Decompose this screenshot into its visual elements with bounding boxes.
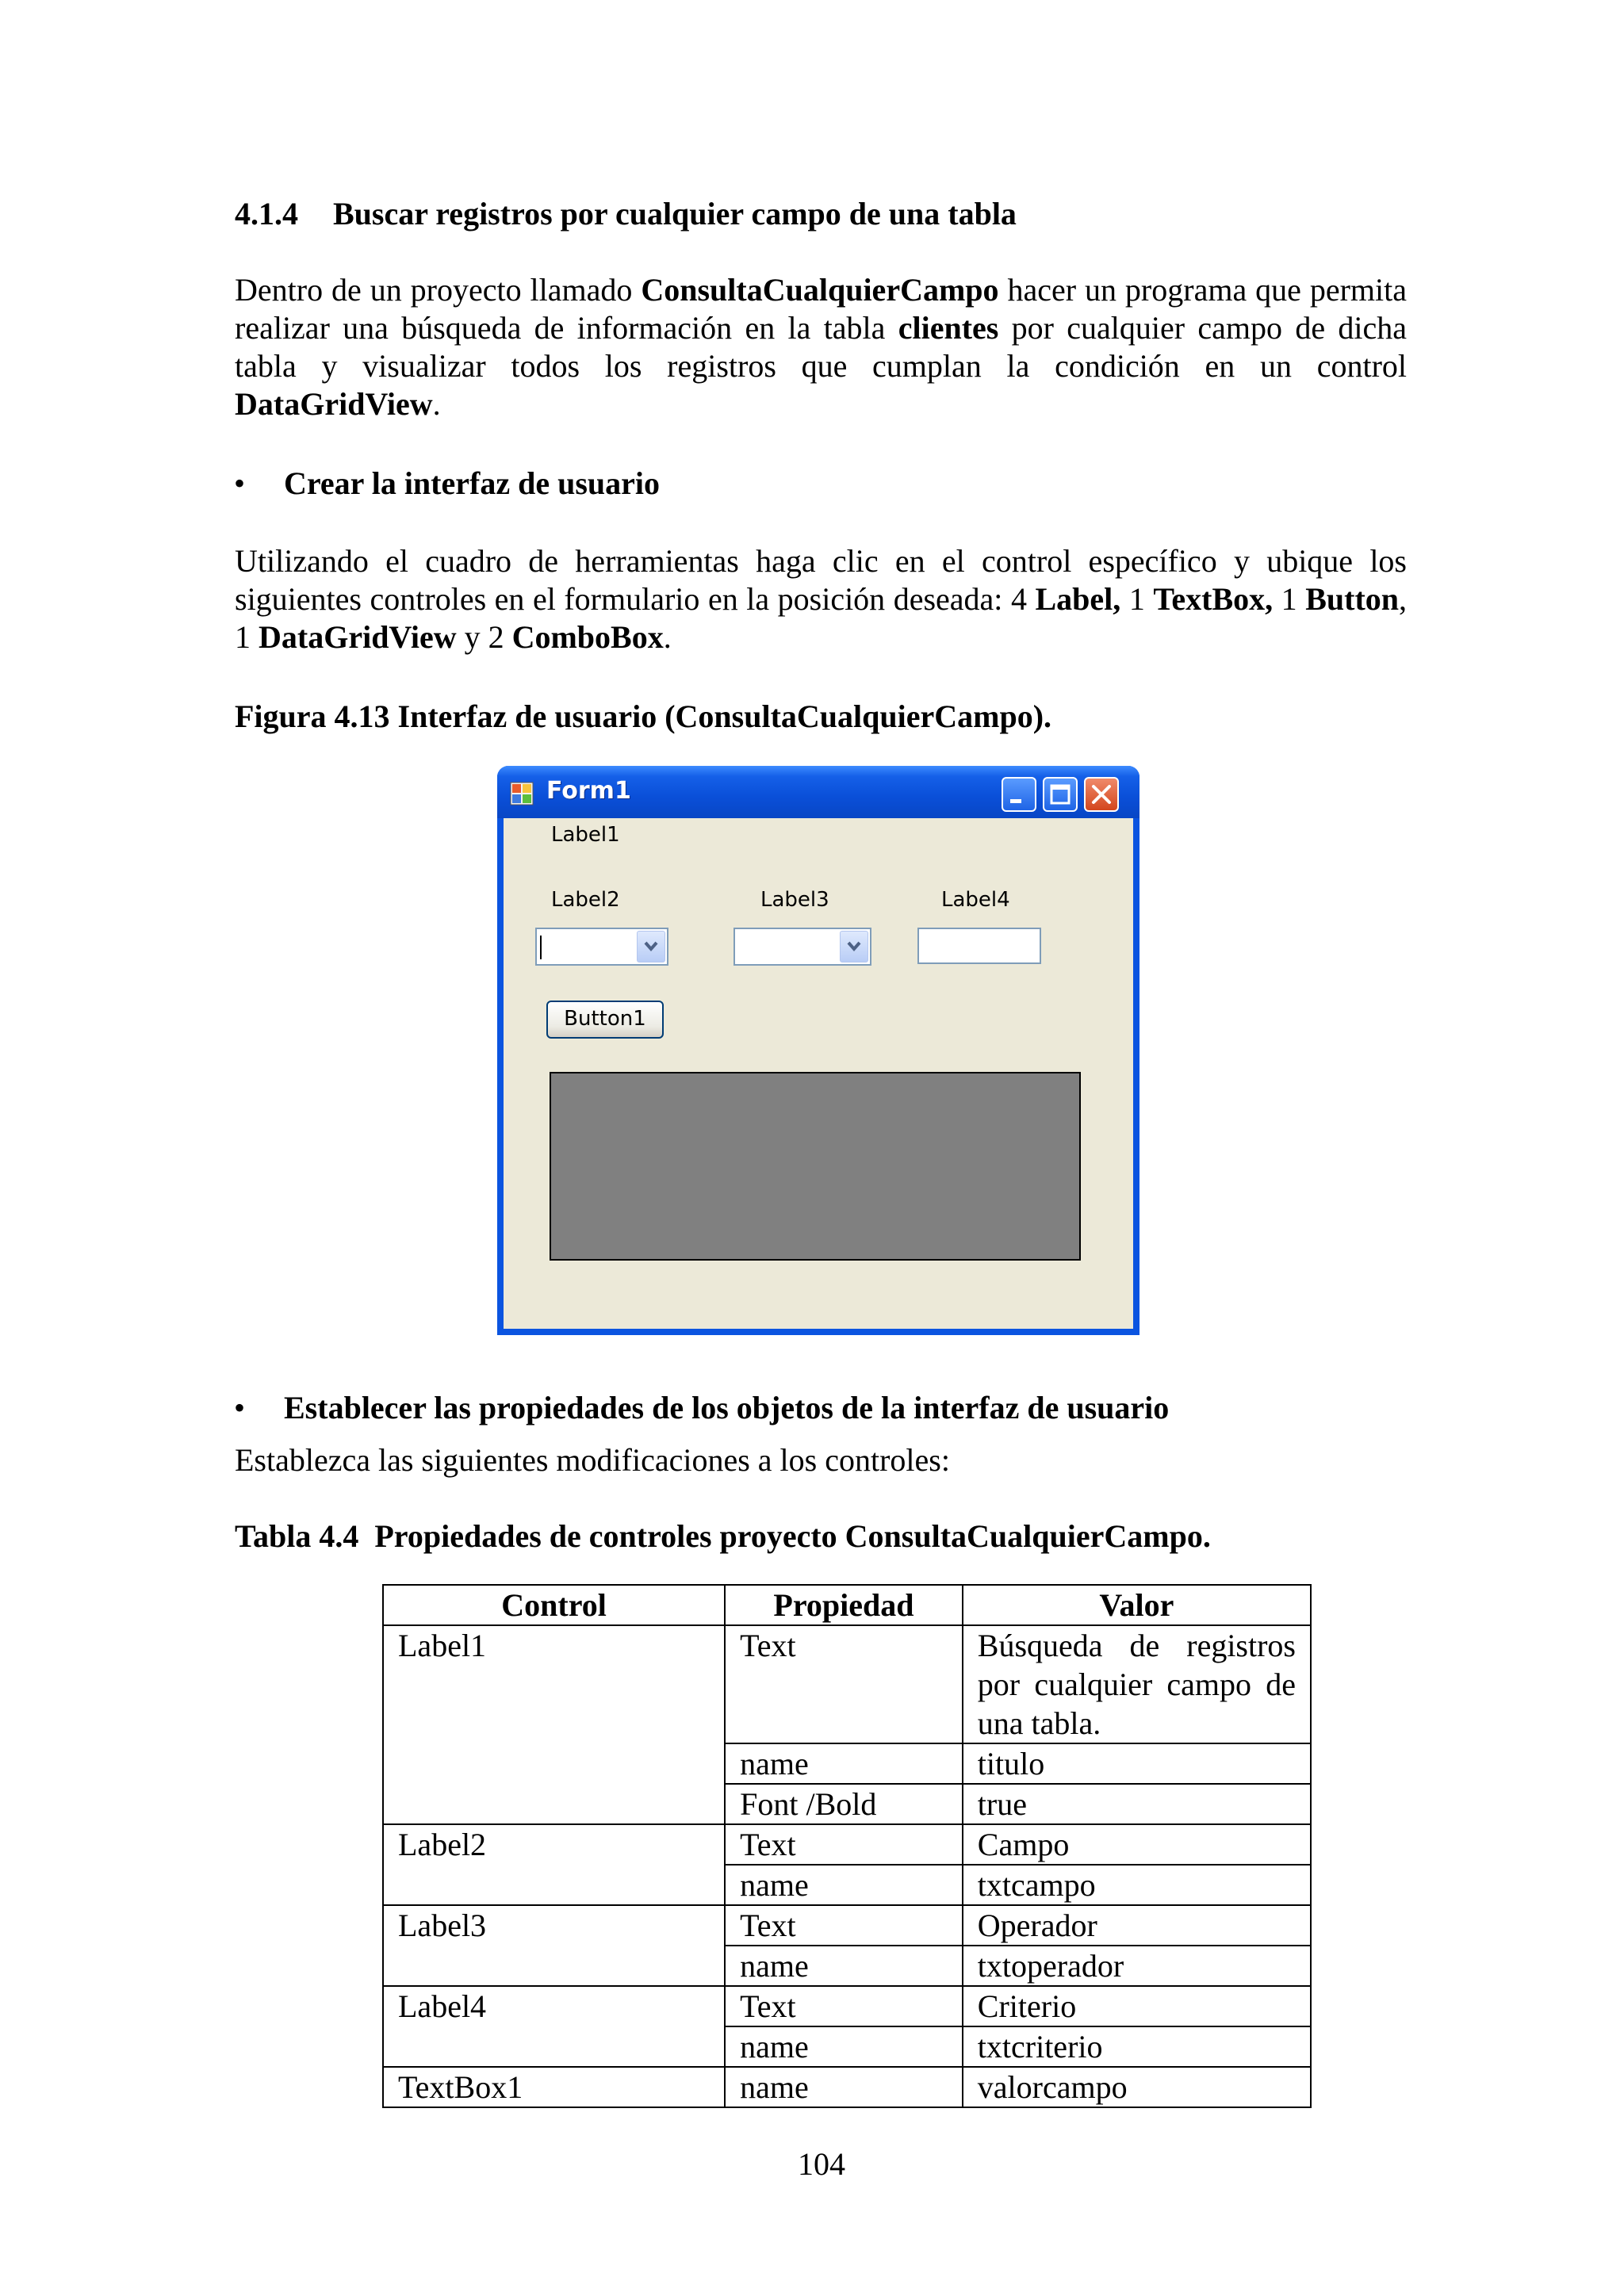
table-row <box>383 1625 1311 1743</box>
bullet-dot: • <box>234 465 246 501</box>
bullet1-text: Crear la interfaz de usuario <box>284 465 661 501</box>
cell-control <box>383 2026 725 2067</box>
control-name: DataGridView <box>235 386 433 422</box>
bullet-dot: • <box>234 1390 246 1425</box>
close-button[interactable] <box>1084 777 1119 812</box>
cell-valor: txtcriterio <box>963 2026 1311 2067</box>
bullet-establecer-propiedades <box>234 1389 1170 1426</box>
intro-paragraph <box>235 271 1407 423</box>
cell-valor: Criterio <box>963 1986 1311 2026</box>
cell-valor: txtcampo <box>963 1865 1311 1905</box>
cell-propiedad: name <box>725 1865 963 1905</box>
cell-valor: Campo <box>963 1824 1311 1865</box>
form-button1[interactable]: Button1 <box>546 1001 664 1039</box>
form-label3: Label3 <box>760 888 829 912</box>
table-row <box>383 2026 1311 2067</box>
page-number: 104 <box>798 2146 845 2182</box>
p2-label: Label, <box>1035 581 1121 617</box>
section-heading <box>235 195 1017 232</box>
minimize-button[interactable] <box>1002 777 1036 812</box>
minimize-icon <box>1003 779 1035 810</box>
p2-text-c: 1 <box>1120 581 1154 617</box>
cell-control: Label3 <box>383 1905 725 1946</box>
cell-control <box>383 1865 725 1905</box>
form-label1: Label1 <box>551 823 620 847</box>
p2-combobox: ComboBox <box>511 619 664 655</box>
p2-text-i: y 2 <box>456 619 512 655</box>
cell-valor: titulo <box>963 1743 1311 1784</box>
text-caret <box>540 936 542 959</box>
cell-valor: valorcampo <box>963 2067 1311 2107</box>
maximize-button[interactable] <box>1043 777 1078 812</box>
close-icon <box>1086 779 1117 810</box>
combo-operador[interactable] <box>733 928 871 966</box>
form-window <box>497 766 1139 1335</box>
table-row <box>383 1784 1311 1824</box>
table-row <box>383 1946 1311 1986</box>
header-control: Control <box>383 1585 725 1625</box>
form-label2: Label2 <box>551 888 620 912</box>
cell-propiedad: Font /Bold <box>725 1784 963 1824</box>
table-row <box>383 2067 1311 2107</box>
controls-paragraph <box>235 542 1407 656</box>
p2-text-g: , 1 <box>235 581 1408 655</box>
cell-valor: Operador <box>963 1905 1311 1946</box>
form-label4: Label4 <box>941 888 1010 912</box>
cell-valor: true <box>963 1784 1311 1824</box>
cell-propiedad: name <box>725 1946 963 1986</box>
header-valor: Valor <box>963 1585 1311 1625</box>
p2-text-k: . <box>663 619 672 655</box>
cell-control: TextBox1 <box>383 2067 725 2107</box>
cell-propiedad: Text <box>725 1986 963 2026</box>
section-number: 4.1.4 <box>235 196 298 232</box>
intro-text-2: hacer un programa que permita realizar una búsqueda de información en la tabla <box>235 272 1408 346</box>
table-row <box>383 1824 1311 1865</box>
p2-button: Button <box>1305 581 1400 617</box>
intro-text-3: por cualquier campo de dicha tabla y visualizar todos los registros que cumplan la condición en un control <box>235 310 1407 384</box>
form-title: Form1 <box>546 777 631 805</box>
properties-table <box>382 1584 1312 2108</box>
figure-caption: Figura 4.13 Interfaz de usuario (ConsultaCualquierCampo). <box>235 698 1052 734</box>
maximize-icon <box>1044 779 1076 810</box>
instructions-text: Establezca las siguientes modificaciones a los controles: <box>235 1442 950 1478</box>
table-row <box>383 1905 1311 1946</box>
cell-propiedad: name <box>725 2026 963 2067</box>
cell-control: Label1 <box>383 1625 725 1743</box>
form-app-icon <box>510 782 534 806</box>
cell-control: Label4 <box>383 1986 725 2026</box>
cell-propiedad: name <box>725 2067 963 2107</box>
form-client-area <box>504 818 1133 1329</box>
cell-propiedad: Text <box>725 1625 963 1743</box>
cell-control: Label2 <box>383 1824 725 1865</box>
cell-valor: Búsqueda de registros por cualquier campo de una tabla. <box>963 1625 1311 1743</box>
cell-propiedad: name <box>725 1743 963 1784</box>
p2-textbox: TextBox, <box>1153 581 1274 617</box>
project-name: ConsultaCualquierCampo <box>641 272 999 308</box>
p2-datagridview: DataGridView <box>259 619 457 655</box>
bullet-crear-interfaz <box>234 465 661 502</box>
table-name: clientes <box>898 310 999 346</box>
table-row <box>383 1743 1311 1784</box>
cell-propiedad: Text <box>725 1824 963 1865</box>
cell-control <box>383 1784 725 1824</box>
chevron-down-icon <box>841 932 868 962</box>
table-row <box>383 1986 1311 2026</box>
intro-text-4: . <box>432 386 441 422</box>
p2-text-e: 1 <box>1273 581 1306 617</box>
table-header-row <box>383 1585 1311 1625</box>
bullet2-text: Establecer las propiedades de los objetos de la interfaz de usuario <box>284 1390 1170 1425</box>
textbox-criterio[interactable] <box>917 928 1041 964</box>
cell-valor: txtoperador <box>963 1946 1311 1986</box>
datagridview[interactable] <box>550 1072 1081 1261</box>
combo-campo[interactable] <box>535 928 668 966</box>
intro-text-1: Dentro de un proyecto llamado <box>235 272 642 308</box>
chevron-down-icon <box>638 932 665 962</box>
p2-text-a: Utilizando el cuadro de herramientas haga clic en el control específico y ubique los siguientes controles en el formulario en la posición deseada: 4 <box>235 543 1407 617</box>
form-titlebar <box>497 766 1139 818</box>
table-row <box>383 1865 1311 1905</box>
combo-campo-dropdown[interactable] <box>637 931 665 962</box>
table-caption: Tabla 4.4 Propiedades de controles proyecto ConsultaCualquierCampo. <box>235 1518 1211 1554</box>
combo-operador-dropdown[interactable] <box>840 931 868 962</box>
cell-propiedad: Text <box>725 1905 963 1946</box>
cell-control <box>383 1946 725 1986</box>
header-propiedad: Propiedad <box>725 1585 963 1625</box>
cell-control <box>383 1743 725 1784</box>
section-title: Buscar registros por cualquier campo de una tabla <box>333 196 1017 232</box>
